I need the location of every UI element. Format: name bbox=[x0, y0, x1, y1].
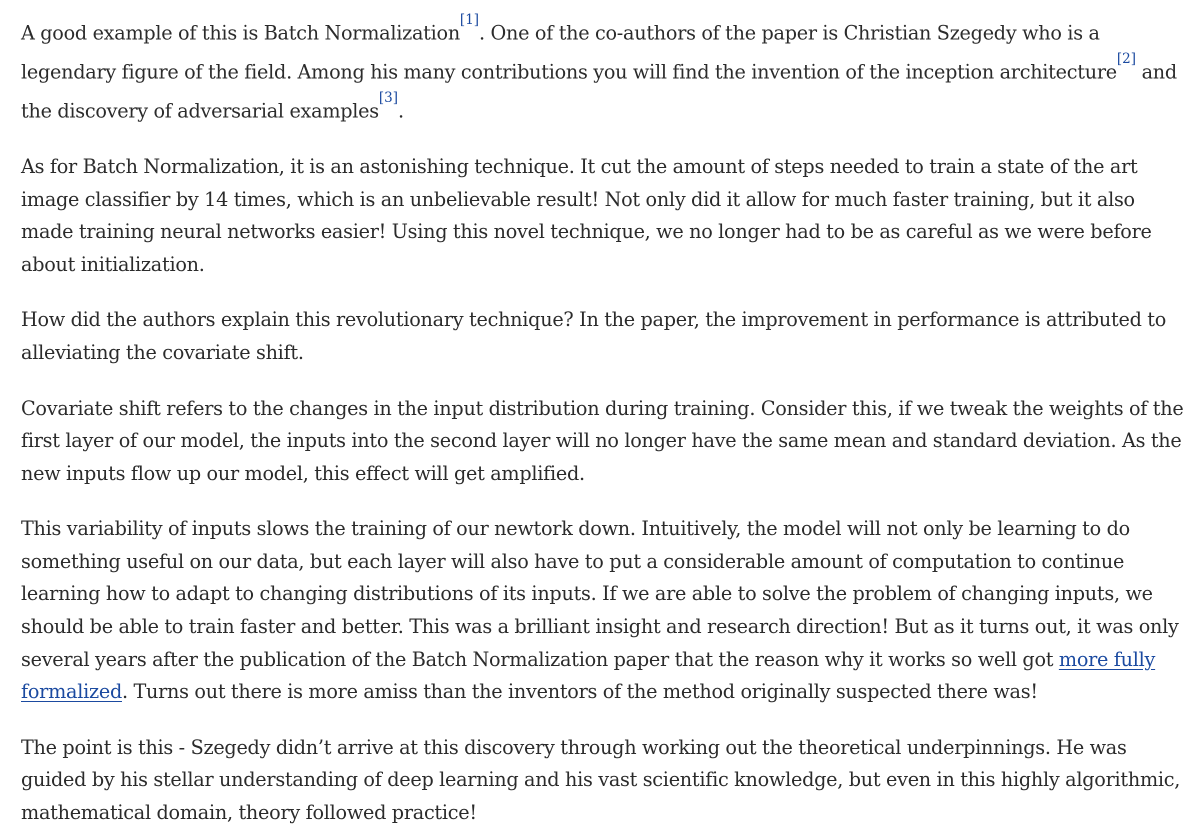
paragraph-text: . Turns out there is more amiss than the inventors of the method originally suspected there was! bbox=[121, 680, 1038, 704]
footnote-ref-2[interactable]: [2] bbox=[1116, 50, 1136, 67]
paragraph-covariate-shift: Covariate shift refers to the changes in the input distribution during training. Consider this, if we tweak the weights of the first layer of our model, the inputs into the second layer will no longer have the same mean and standard deviation. As the new inputs flow up our model, this effect will get amplified. bbox=[21, 396, 1184, 485]
more-fully-formalized-link[interactable]: more fully formalized bbox=[21, 647, 1156, 704]
paragraph-text: This variability of inputs slows the training of our newtork down. Intuitively, the model will not only be learning to do something useful on our data, but each layer will also have to put a considerable amount of computation to continue learning how to adapt to changing distributions of its inputs. If we are able to solve the problem of changing inputs, we should be able to train faster and better. This was a brilliant insight and research direction! But as it turns out, it was only several years after the publication of the Batch Normalization paper that the reason why it works so well got bbox=[21, 517, 1179, 671]
paragraph-text: and the discovery of adversarial examples bbox=[21, 60, 1177, 123]
paragraph-text: . One of the co-authors of the paper is Christian Szegedy who is a legendary figure of the field. Among his many contributions you will find the invention of the inception architecture bbox=[21, 21, 1117, 84]
paragraph-batch-norm-technique: As for Batch Normalization, it is an astonishing technique. It cut the amount of steps needed to train a state of the art image classifier by 14 times, which is an unbelievable result! Not only did it allow for much faster training, but it also made training neural networks easier! Using this novel technique, we no longer had to be as careful as we were before about initialization. bbox=[21, 154, 1152, 276]
paragraph-theory-followed-practice: The point is this - Szegedy didn’t arrive at this discovery through working out the theoretical underpinnings. He was guided by his stellar understanding of deep learning and his vast scientific knowledge, but even in this highly algorithmic, mathematical domain, theory followed practice! bbox=[21, 735, 1181, 825]
article-body bbox=[21, 11, 1186, 830]
footnote-ref-3[interactable]: [3] bbox=[378, 89, 399, 106]
paragraph-text: . bbox=[398, 99, 404, 123]
paragraph-batch-norm-intro bbox=[21, 11, 1186, 128]
paragraph-authors-explanation: How did the authors explain this revolutionary technique? In the paper, the improvement in performance is attributed to alleviating the covariate shift. bbox=[21, 308, 1167, 364]
paragraph-input-variability bbox=[21, 513, 1186, 709]
paragraph-text: A good example of this is Batch Normalization bbox=[21, 21, 460, 45]
footnote-ref-1[interactable]: [1] bbox=[459, 12, 480, 28]
